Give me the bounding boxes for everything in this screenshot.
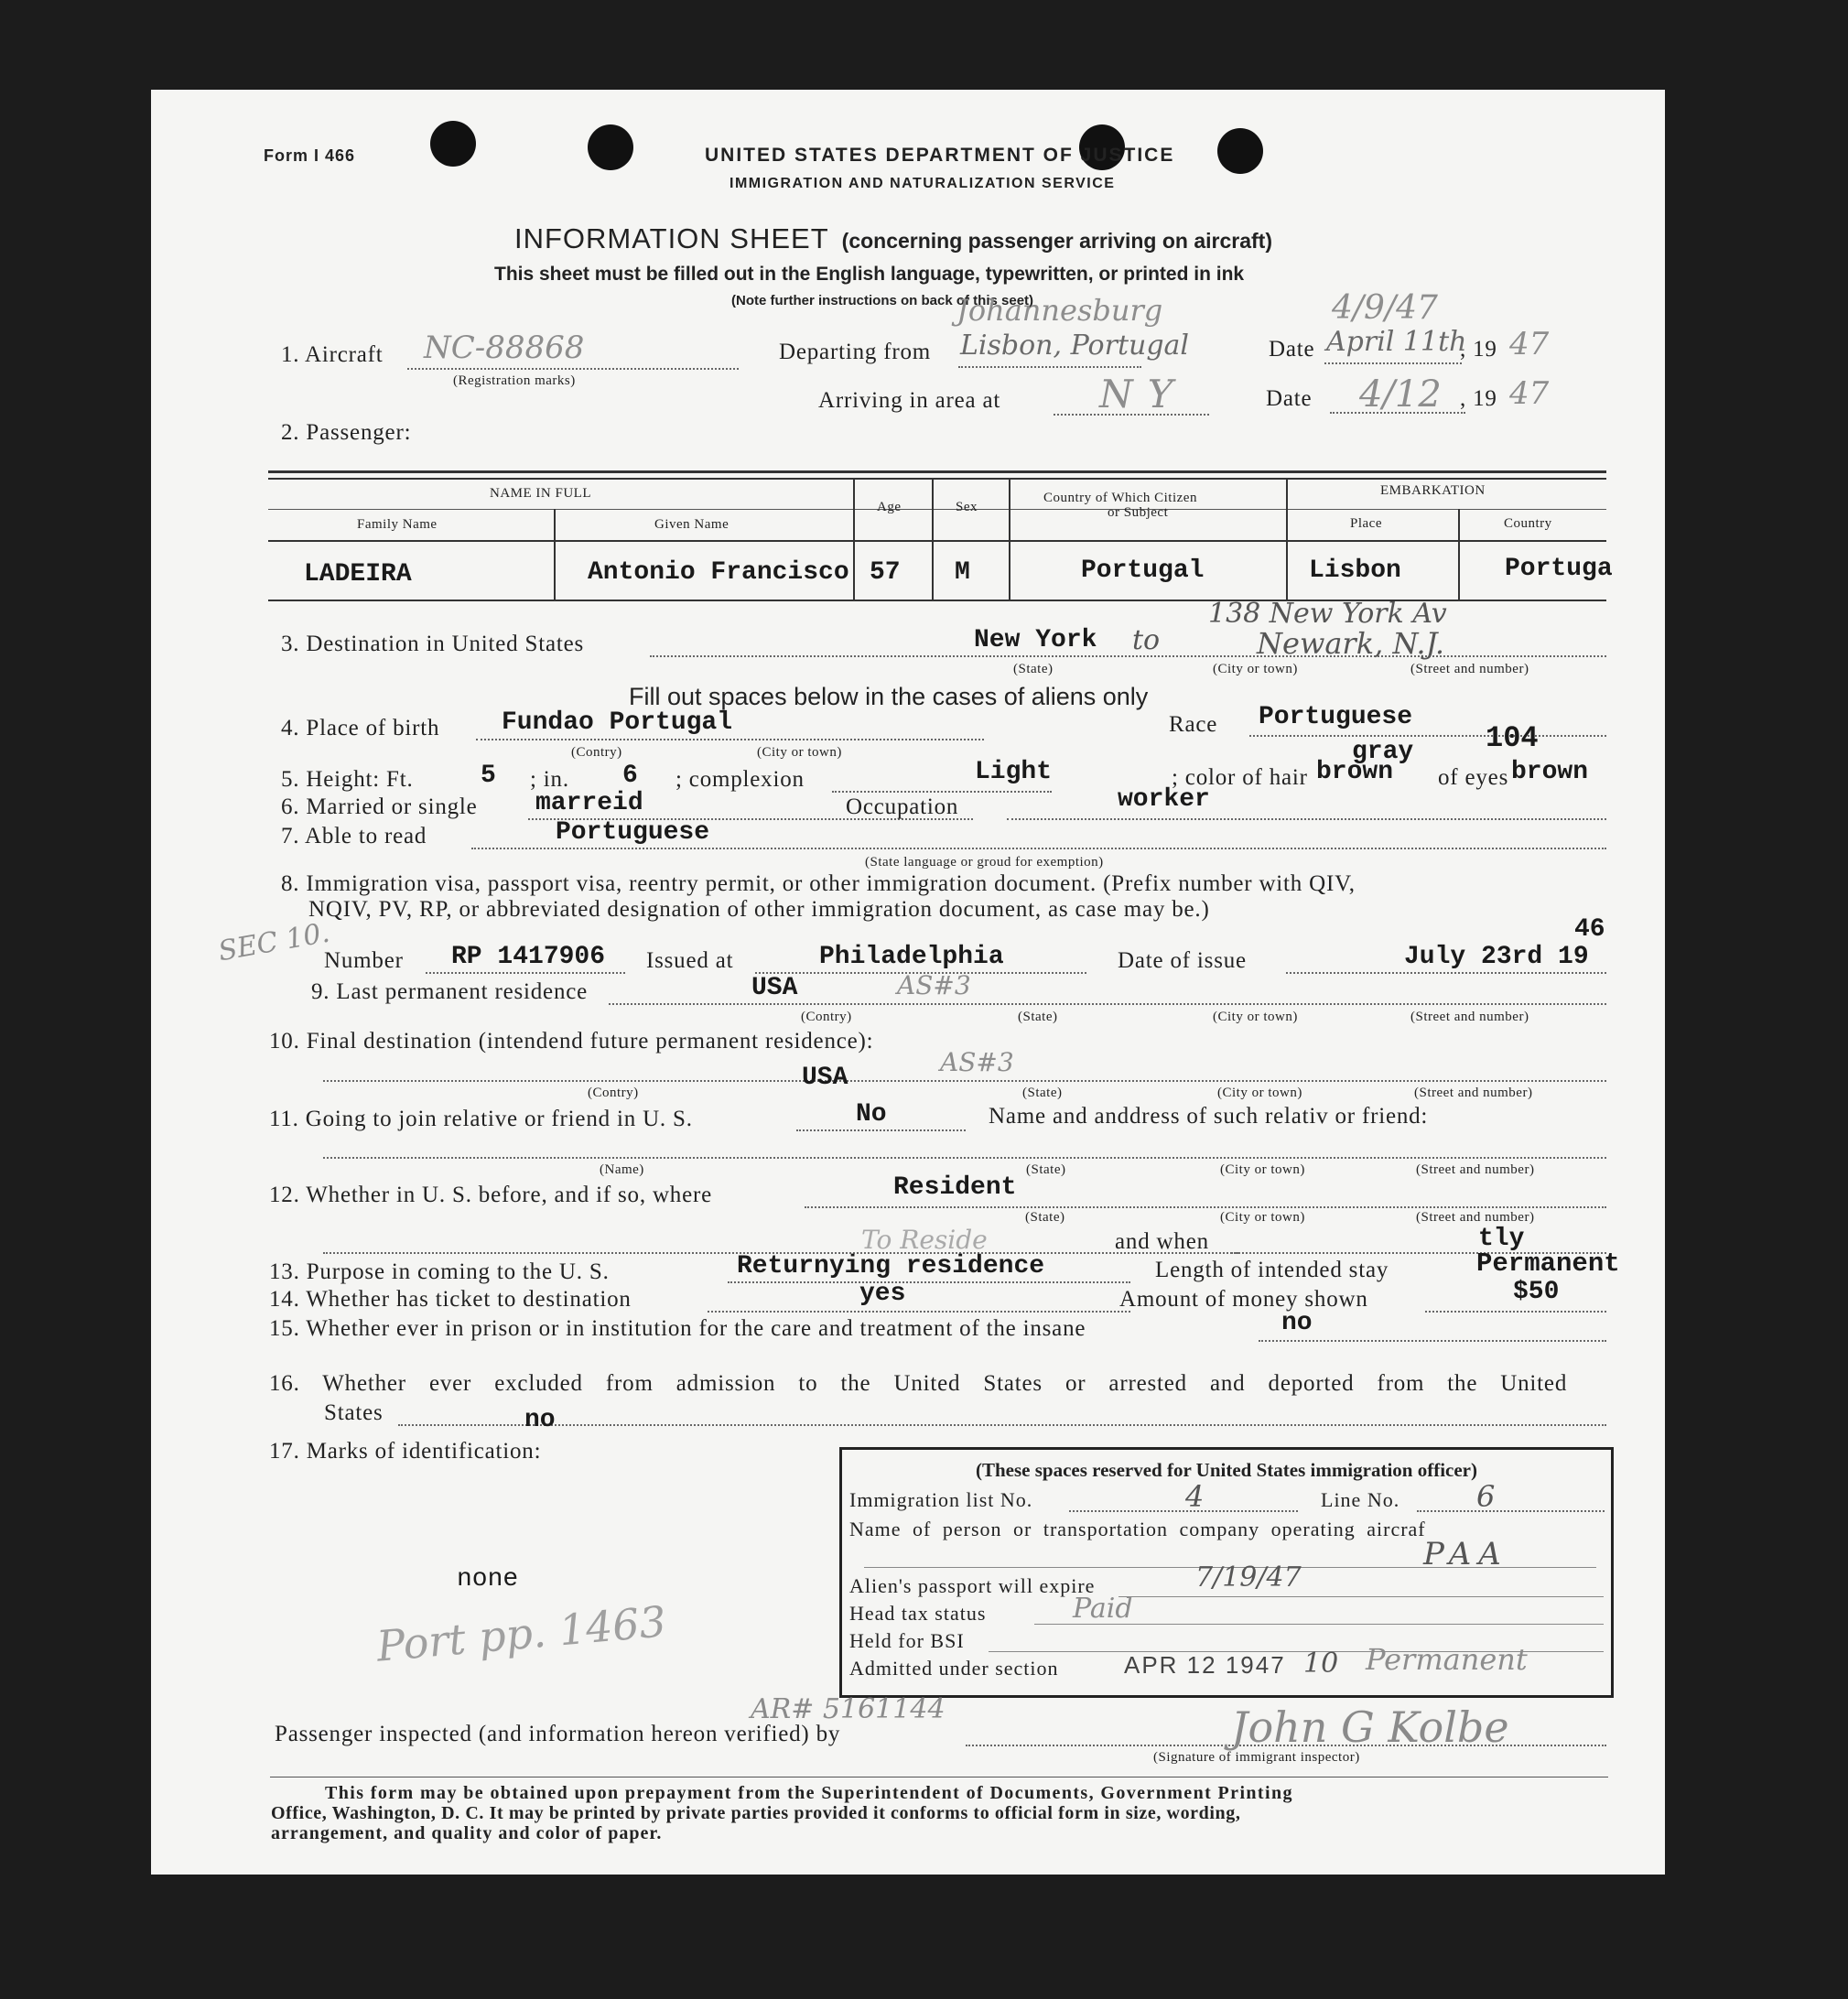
caption-state: (State): [1022, 1086, 1063, 1100]
line-no-value: 6: [1476, 1479, 1496, 1514]
ticket-label: 14. Whether has ticket to destination: [269, 1287, 632, 1312]
married-label: 6. Married or single: [281, 794, 478, 819]
year2-value: 47: [1509, 375, 1550, 412]
arriving-label: Arriving in area at: [818, 388, 1001, 413]
date2-value: 4/12: [1359, 373, 1442, 416]
eyes-value: brown: [1511, 758, 1589, 786]
marks-label: 17. Marks of identification:: [269, 1439, 542, 1464]
occupation-value: worker: [1118, 785, 1210, 814]
line-no-label: Line No.: [1321, 1488, 1400, 1511]
caption-city: (City or town): [1217, 1086, 1302, 1100]
year2-prefix: , 19: [1460, 386, 1497, 411]
purpose-label: 13. Purpose in coming to the U. S.: [269, 1259, 610, 1284]
ar-number: AR# 5161144: [751, 1693, 946, 1725]
caption-street: (Street and number): [1410, 662, 1529, 676]
last-residence-label: 9. Last permanent residence: [311, 979, 589, 1004]
caption-state: (State): [1013, 662, 1054, 676]
weight-note: 104: [1486, 721, 1539, 755]
us-before-value: Resident: [893, 1173, 1017, 1202]
married-value: marreid: [535, 789, 643, 817]
final-destination-hw: AS#3: [940, 1047, 1014, 1077]
prison-label: 15. Whether ever in prison or in institution for the care and treatment of the insane: [269, 1316, 1086, 1341]
family-name-value: LADEIRA: [304, 560, 412, 589]
issue-year-value: 46: [1574, 915, 1605, 944]
sex-value: M: [955, 558, 970, 587]
issue-date-value: July 23rd 19: [1404, 943, 1589, 971]
immigration-doc-label-2: NQIV, PV, RP, or abbreviated designation of other immigration document, as case may be.): [308, 897, 1210, 922]
inspected-label: Passenger inspected (and information hereon verified) by: [275, 1722, 841, 1746]
stay-overwrite: tly: [1478, 1225, 1525, 1253]
relative-name-label: Name and anddress of such relativ or friend:: [989, 1104, 1429, 1129]
destination-to: to: [1132, 624, 1161, 656]
number-value: RP 1417906: [451, 943, 606, 971]
last-residence-value: USA: [751, 974, 798, 1002]
final-destination-label: 10. Final destination (intendend future permanent residence):: [269, 1029, 874, 1054]
list-no-value: 4: [1185, 1479, 1205, 1514]
form-title-row: [514, 222, 1272, 255]
ticket-value: yes: [859, 1280, 906, 1308]
year-value: 47: [1509, 326, 1550, 362]
issued-value: Philadelphia: [819, 943, 1004, 971]
caption-name: (Name): [600, 1162, 644, 1177]
name-in-full-header: NAME IN FULL: [490, 486, 591, 501]
caption-country: (Contry): [571, 745, 622, 760]
given-name-header: Given Name: [654, 517, 729, 532]
date-label: Date: [1269, 337, 1315, 362]
family-name-header: Family Name: [357, 517, 438, 532]
operator-label: Name of person or transportation company operating aircraf: [849, 1518, 1426, 1540]
arriving-value: NY: [1099, 372, 1188, 416]
stay-value: Permanent: [1476, 1248, 1620, 1279]
footer-line-1: This form may be obtained upon prepayment from the Superintendent of Documents, Government Printing: [325, 1783, 1293, 1803]
caption-city: (City or town): [1220, 1162, 1305, 1177]
caption-country: (Contry): [801, 1010, 852, 1024]
embarkation-header: EMBARKATION: [1380, 483, 1486, 498]
age-header: Age: [877, 500, 902, 514]
sex-header: Sex: [956, 500, 978, 514]
list-no-label: Immigration list No.: [849, 1488, 1033, 1511]
join-relative-value: No: [856, 1100, 887, 1129]
instruction-note: (Note further instructions on back of this seet): [731, 293, 1034, 308]
caption-street: (Street and number): [1416, 1210, 1535, 1225]
marks-value: none: [457, 1565, 519, 1594]
marks-hw: Port pp. 1463: [374, 1596, 668, 1671]
read-label: 7. Able to read: [281, 824, 427, 848]
signature-caption: (Signature of immigrant inspector): [1153, 1750, 1360, 1765]
date2-label: Date: [1266, 386, 1313, 411]
footer-line-2: Office, Washington, D. C. It may be printed by private parties provided it conforms to official form in size, wording,: [271, 1803, 1241, 1823]
money-label: Amount of money shown: [1119, 1287, 1368, 1312]
punch-hole: [1217, 128, 1263, 174]
immigration-doc-label: 8. Immigration visa, passport visa, reentry permit, or other immigration document. (Prefix number with QIV,: [281, 871, 1356, 896]
us-before-label: 12. Whether in U. S. before, and if so, where: [269, 1183, 713, 1207]
admitted-hw-value: Permanent: [1366, 1642, 1528, 1677]
eyes-label: of eyes: [1438, 765, 1509, 790]
birth-value: Fundao Portugal: [502, 708, 733, 737]
us-before-hw: To Reside: [861, 1225, 988, 1255]
height-in-value: 6: [622, 762, 638, 790]
officer-box: [839, 1447, 1614, 1698]
caption-state: (State): [1025, 1210, 1065, 1225]
aircraft-value: NC-88868: [424, 330, 585, 366]
service-name: IMMIGRATION AND NATURALIZATION SERVICE: [729, 176, 1116, 191]
birth-label: 4. Place of birth: [281, 716, 440, 740]
punch-hole: [430, 121, 476, 167]
destination-hw-1: 138 New York Av: [1208, 598, 1447, 630]
registration-caption: (Registration marks): [453, 373, 576, 388]
hair-value: brown: [1316, 758, 1394, 786]
caption-street: (Street and number): [1416, 1162, 1535, 1177]
complexion-value: Light: [975, 758, 1053, 786]
admitted-section-value: 10: [1303, 1648, 1339, 1680]
sec-margin-note: SEC 10.: [215, 916, 332, 968]
race-value: Portuguese: [1259, 703, 1413, 731]
admitted-date-stamp: APR 12 1947: [1124, 1651, 1286, 1679]
join-relative-label: 11. Going to join relative or friend in U. S.: [269, 1107, 693, 1131]
read-value: Portuguese: [556, 818, 710, 847]
excluded-label-2: States: [324, 1400, 384, 1425]
race-label: Race: [1169, 712, 1218, 737]
when-label: and when: [1115, 1229, 1209, 1254]
prison-value: no: [1281, 1309, 1313, 1337]
operator-value: PAA: [1423, 1536, 1508, 1572]
inspector-signature: John G Kolbe: [1231, 1702, 1509, 1752]
admitted-label: Admitted under section: [849, 1657, 1059, 1680]
instruction-text: This sheet must be filled out in the English language, typewritten, or printed in ink: [494, 264, 1245, 285]
citizen-header: Country of Which Citizen: [1043, 491, 1197, 505]
hair-label: ; color of hair: [1172, 765, 1308, 790]
hair-overwrite: gray: [1352, 738, 1414, 766]
money-value: $50: [1513, 1278, 1560, 1306]
departing-value: Lisbon, Portugal: [960, 330, 1190, 362]
form-title: INFORMATION SHEET: [514, 222, 829, 254]
passenger-label: 2. Passenger:: [281, 420, 412, 445]
embark-place-value: Lisbon: [1309, 556, 1401, 585]
footer-line-3: arrangement, and quality and color of paper.: [271, 1823, 663, 1843]
height-in-label: ; in.: [530, 767, 569, 792]
aircraft-label: 1. Aircraft: [281, 342, 384, 367]
embark-country-value: Portuga: [1505, 555, 1613, 583]
number-label: Number: [324, 948, 404, 973]
caption-country: (Contry): [588, 1086, 639, 1100]
purpose-value: Returnying residence: [737, 1252, 1045, 1280]
caption-state: (State): [1018, 1010, 1058, 1024]
occupation-label: Occupation: [846, 794, 959, 819]
destination-state: New York: [974, 626, 1097, 654]
destination-hw-2: Newark, N.J.: [1257, 626, 1445, 661]
citizen-value: Portugal: [1081, 556, 1205, 585]
last-residence-hw: AS#3: [897, 970, 971, 1000]
given-name-value: Antonio Francisco: [588, 558, 849, 587]
bsi-label: Held for BSI: [849, 1629, 965, 1652]
agency-name: UNITED STATES DEPARTMENT OF JUSTICE: [705, 145, 1175, 166]
height-ft-value: 5: [481, 762, 496, 790]
caption-city: (City or town): [1213, 662, 1298, 676]
caption-street: (Street and number): [1414, 1086, 1533, 1100]
final-destination-value: USA: [802, 1064, 848, 1092]
passport-expire-label: Alien's passport will expire: [849, 1574, 1096, 1597]
officer-box-title: (These spaces reserved for United States immigration officer): [975, 1459, 1477, 1481]
year-prefix: , 19: [1460, 337, 1497, 362]
passport-expire-value: 7/19/47: [1195, 1561, 1302, 1594]
issued-label: Issued at: [646, 948, 734, 973]
age-value: 57: [870, 558, 901, 587]
excluded-value: no: [524, 1406, 556, 1434]
height-label: 5. Height: Ft.: [281, 767, 414, 792]
aliens-note: Fill out spaces below in the cases of aliens only: [629, 683, 1149, 710]
departing-overwrite: Johannesburg: [956, 293, 1163, 328]
date-overwrite: 4/9/47: [1332, 289, 1438, 327]
head-tax-label: Head tax status: [849, 1602, 987, 1625]
excluded-label: 16. Whether ever excluded from admission to the United States or arrested and deported from the United: [269, 1371, 1568, 1396]
caption-city: (City or town): [1220, 1210, 1305, 1225]
date-value: April 11th: [1326, 326, 1467, 358]
caption-street: (Street and number): [1410, 1010, 1529, 1024]
form-title-note: (concerning passenger arriving on aircraft): [841, 229, 1272, 253]
citizen-header-2: or Subject: [1108, 505, 1169, 520]
departing-label: Departing from: [779, 340, 932, 364]
stay-label: Length of intended stay: [1155, 1258, 1389, 1282]
caption-city: (City or town): [757, 745, 842, 760]
caption-city: (City or town): [1213, 1010, 1298, 1024]
place-header: Place: [1350, 516, 1382, 531]
caption-state: (State): [1026, 1162, 1066, 1177]
form-sheet: [151, 90, 1665, 1875]
head-tax-value: Paid: [1073, 1593, 1133, 1625]
complexion-label: ; complexion: [675, 767, 805, 792]
issue-date-label: Date of issue: [1118, 948, 1247, 973]
punch-hole: [588, 124, 633, 170]
country-header: Country: [1504, 516, 1552, 531]
form-number: Form I 466: [264, 146, 356, 165]
destination-label: 3. Destination in United States: [281, 632, 585, 656]
read-caption: (State language or groud for exemption): [865, 855, 1104, 870]
